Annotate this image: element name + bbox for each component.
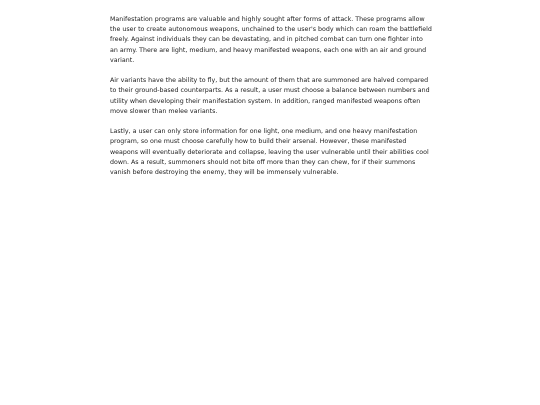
- paragraph-air-variants: Air variants have the ability to fly, but the amount of them that are summoned are halved compared to their ground-based counterparts. As a result, a user must choose a balance between numbers and utility when developing their manifestation system. In addition, ranged manifested weapons often move slower than melee variants.: [110, 77, 430, 115]
- paragraph-storage-limits: Lastly, a user can only store information for one light, one medium, and one heavy manifestation program, so one must choose carefully how to build their arsenal. However, these manifested weapons will eventually deteriorate and collapse, leaving the user vulnerable until their abilities cool down. As a result, summoners should not bite off more than they can chew, for if their summons vanish before destroying the enemy, they will be immensely vulnerable.: [110, 128, 429, 177]
- paragraph-manifestation-intro: Manifestation programs are valuable and highly sought after forms of attack. These programs allow the user to create autonomous weapons, unchained to the user's body which can roam the battlefield freely. Against individuals they can be devastating, and in pitched combat can turn one fighter into an army. There are light, medium, and heavy manifested weapons, each one with an air and ground variant.: [110, 16, 432, 64]
- article-body: [110, 15, 432, 188]
